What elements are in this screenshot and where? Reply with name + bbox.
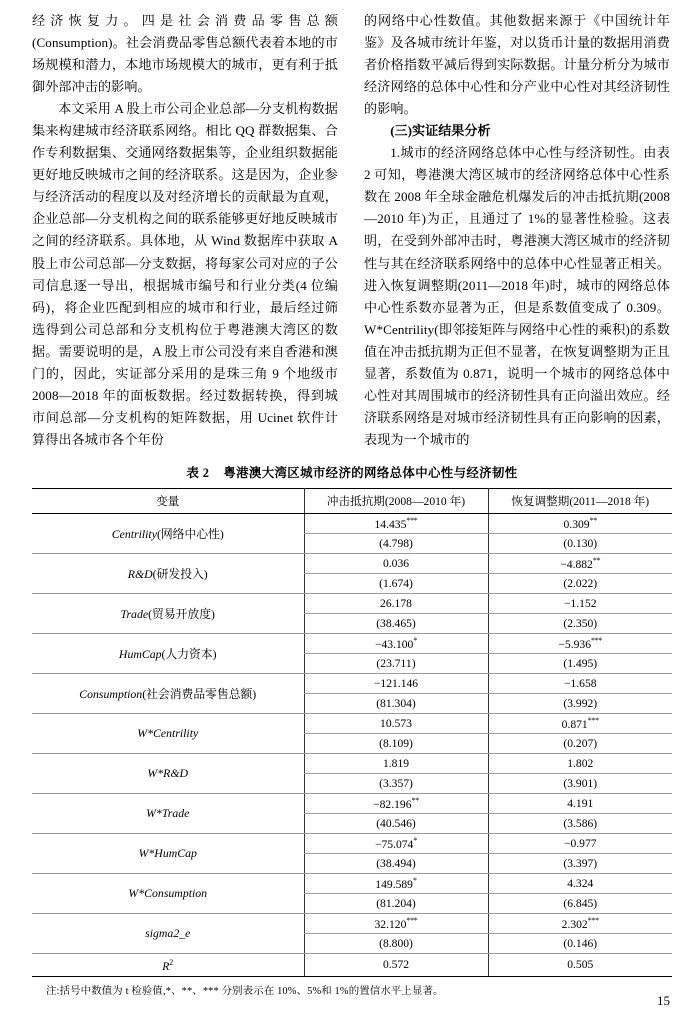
exponent: 2 (169, 957, 174, 967)
tvalue-recovery-period: (2.022) (488, 573, 672, 593)
tvalue-shock-period: (81.204) (304, 893, 488, 913)
tvalue-recovery-period: (3.992) (488, 693, 672, 713)
tvalue-recovery-period: (3.586) (488, 813, 672, 833)
variable-label-cn: (网络中心性) (156, 526, 224, 541)
table-caption-title: 粤港澳大湾区城市经济的网络总体中心性与经济韧性 (223, 465, 518, 480)
coefficient-shock-period: −121.146 (304, 673, 488, 693)
significance-stars: * (413, 836, 418, 845)
coefficient-recovery-period: −5.936*** (488, 633, 672, 653)
coefficient-shock-period: −75.074* (304, 833, 488, 853)
coefficient-recovery-period: 1.802 (488, 753, 672, 773)
coefficient-recovery-period: −0.977 (488, 833, 672, 853)
significance-stars: * (412, 876, 417, 885)
coefficient-recovery-period: −1.152 (488, 593, 672, 613)
table-caption (32, 463, 672, 481)
table-body (32, 513, 672, 976)
significance-stars: *** (406, 916, 418, 925)
paragraph-left-1: 经济恢复力。四是社会消费品零售总额(Consumption)。社会消费品零售总额代表着本地的市场规模和潜力，本地市场规模大的城市，更有利于抵御外部冲击的影响。 (32, 13, 338, 95)
coefficient-shock-period: 32.120*** (304, 913, 488, 933)
table-row (32, 633, 672, 653)
coefficient-shock-period: 1.819 (304, 753, 488, 773)
row-variable-name (32, 753, 304, 793)
two-column-body (32, 10, 672, 451)
row-variable-name (32, 553, 304, 593)
coefficient-shock-period: 0.036 (304, 553, 488, 573)
variable-symbol: Trade (120, 606, 149, 621)
row-variable-name (32, 633, 304, 673)
significance-stars: *** (406, 516, 418, 525)
table-row (32, 793, 672, 813)
variable-symbol: Centrility (111, 526, 157, 541)
tvalue-recovery-period: (3.397) (488, 853, 672, 873)
tvalue-shock-period: (38.465) (304, 613, 488, 633)
significance-stars: *** (587, 916, 599, 925)
tvalue-recovery-period: (6.845) (488, 893, 672, 913)
significance-stars: *** (587, 716, 599, 725)
tvalue-shock-period: (8.109) (304, 733, 488, 753)
tvalue-shock-period: (1.674) (304, 573, 488, 593)
table-row (32, 913, 672, 933)
coefficient-shock-period: 14.435*** (304, 513, 488, 533)
results-table (32, 488, 672, 977)
paragraph-right-2: 1.城市的经济网络总体中心性与经济韧性。由表 2 可知，粤港澳大湾区城市的经济网络总体中心性系数在 2008 年全球金融危机爆发后的冲击抵抗期(2008—2010 年)为正，且通过了 1%的显著性检验。这表明，在受到外部冲击时，粤港澳大湾区城市的经济韧性与其在经济联系网络中的总体中心性显著正相关。进入恢复调整期(2011—2018 年)时，城市的网络总体中心性系数亦显著为正，但是系数值变成了 0.309。W*Centrility(即邻接矩阵与网络中心性的乘积)的系数值在冲击抵抗期为正但不显著，在恢复调整期为正且显著，系数值为 0.871，说明一个城市的网络总体中心性对其周围城市的经济韧性具有正向溢出效应。经济联系网络是对城市经济韧性具有正向影响的因素，表现为一个城市的 (364, 145, 670, 447)
table-note: 注:括号中数值为 t 检验值,*、**、*** 分别表示在 10%、5%和 1%的置信水平上显著。 (46, 985, 444, 997)
section-heading-empirical-results: (三)实证结果分析 (390, 123, 491, 139)
row-variable-name (32, 913, 304, 953)
tvalue-shock-period: (40.546) (304, 813, 488, 833)
coefficient-recovery-period: 4.191 (488, 793, 672, 813)
tvalue-recovery-period: (0.207) (488, 733, 672, 753)
coefficient-shock-period: −43.100* (304, 633, 488, 653)
significance-stars: ** (592, 556, 601, 565)
tvalue-recovery-period: (0.146) (488, 933, 672, 953)
variable-symbol: Consumption (79, 686, 143, 701)
tvalue-recovery-period: (3.901) (488, 773, 672, 793)
significance-stars: ** (589, 516, 597, 525)
paragraph-right-1: 的网络中心性数值。其他数据来源于《中国统计年鉴》及各城市统计年鉴，对以货币计量的数据用消费者价格指数平减后得到实际数据。计量分析分为城市经济网络的总体中心性和分产业中心性对其经济韧性的影响。 (364, 13, 670, 117)
tvalue-shock-period: (81.304) (304, 693, 488, 713)
col-header-recovery-period: 恢复调整期(2011—2018 年) (488, 488, 672, 513)
right-column (364, 10, 670, 451)
page-number: 15 (657, 993, 670, 1008)
row-variable-name (32, 593, 304, 633)
variable-label-cn: (人力资本) (161, 646, 217, 661)
variable-symbol: R (162, 959, 170, 973)
table-row (32, 593, 672, 613)
table-row (32, 673, 672, 693)
significance-stars: *** (591, 636, 603, 645)
row-variable-name (32, 953, 304, 976)
variable-label-cn: (研发投入) (152, 566, 208, 581)
variable-symbol: R&D (127, 566, 153, 581)
tvalue-shock-period: (23.711) (304, 653, 488, 673)
table-row (32, 833, 672, 853)
tvalue-shock-period: (8.800) (304, 933, 488, 953)
tvalue-recovery-period: (2.350) (488, 613, 672, 633)
coefficient-recovery-period: 0.871*** (488, 713, 672, 733)
table-caption-label: 表 2 (186, 465, 210, 480)
coefficient-shock-period: 10.573 (304, 713, 488, 733)
left-column (32, 10, 338, 451)
variable-symbol: W*Centrility (137, 725, 199, 740)
variable-symbol: W*Consumption (128, 885, 208, 900)
significance-stars: ** (411, 796, 419, 805)
r-squared-recovery-period: 0.505 (488, 953, 672, 976)
variable-symbol: W*HumCap (138, 845, 197, 860)
table-row (32, 553, 672, 573)
variable-symbol: W*Trade (146, 805, 190, 820)
results-table-block (32, 463, 672, 999)
variable-symbol: W*R&D (147, 765, 189, 780)
tvalue-shock-period: (38.494) (304, 853, 488, 873)
table-row (32, 713, 672, 733)
coefficient-recovery-period: 4.324 (488, 873, 672, 893)
variable-label-cn: (贸易开放度) (148, 606, 215, 621)
table-row-r-squared (32, 953, 672, 976)
significance-stars: * (413, 636, 418, 645)
coefficient-recovery-period: 0.309** (488, 513, 672, 533)
row-variable-name (32, 793, 304, 833)
tvalue-recovery-period: (0.130) (488, 533, 672, 553)
coefficient-recovery-period: −4.882** (488, 553, 672, 573)
table-header-row (32, 488, 672, 513)
variable-label-cn: (社会消费品零售总额) (142, 686, 257, 701)
tvalue-shock-period: (4.798) (304, 533, 488, 553)
table-row (32, 753, 672, 773)
paragraph-left-2: 本文采用 A 股上市公司企业总部—分支机构数据集来构建城市经济联系网络。相比 QQ 群数据集、合作专利数据集、交通网络数据集等，企业组织数据能更好地反映城市之间的经济联系。这是因为，企业参与经济活动的程度以及对经济增长的贡献最为直观，企业总部—分支机构之间的联系能够更好地反映城市之间的经济联系。具体地，从 Wind 数据库中获取 A 股上市公司总部—分支数据，将每家公司对应的子公司信息逐一导出，根据城市编号和行业分类(4 位编码)，将企业匹配到相应的城市和行业，最后经过筛选得到公司总部和分支机构位于粤港澳大湾区的数据。需要说明的是，A 股上市公司没有来自香港和澳门的，因此，实证部分采用的是珠三角 9 个地级市 2008—2018 年的面板数据。经过数据转换，得到城市间总部—分支机构的矩阵数据，用 Ucinet 软件计算得出各城市各个年份 (32, 101, 338, 447)
coefficient-recovery-period: −1.658 (488, 673, 672, 693)
variable-symbol: HumCap (118, 646, 162, 661)
row-variable-name (32, 833, 304, 873)
r-squared-shock-period: 0.572 (304, 953, 488, 976)
tvalue-shock-period: (3.357) (304, 773, 488, 793)
row-variable-name (32, 513, 304, 553)
coefficient-shock-period: 26.178 (304, 593, 488, 613)
row-variable-name (32, 713, 304, 753)
row-variable-name (32, 873, 304, 913)
col-header-variable: 变量 (32, 488, 304, 513)
row-variable-name (32, 673, 304, 713)
coefficient-recovery-period: 2.302*** (488, 913, 672, 933)
variable-symbol: sigma2_e (145, 925, 191, 940)
table-head (32, 488, 672, 513)
coefficient-shock-period: −82.196** (304, 793, 488, 813)
coefficient-shock-period: 149.589* (304, 873, 488, 893)
col-header-shock-period: 冲击抵抗期(2008—2010 年) (304, 488, 488, 513)
table-row (32, 513, 672, 533)
table-row (32, 873, 672, 893)
tvalue-recovery-period: (1.495) (488, 653, 672, 673)
